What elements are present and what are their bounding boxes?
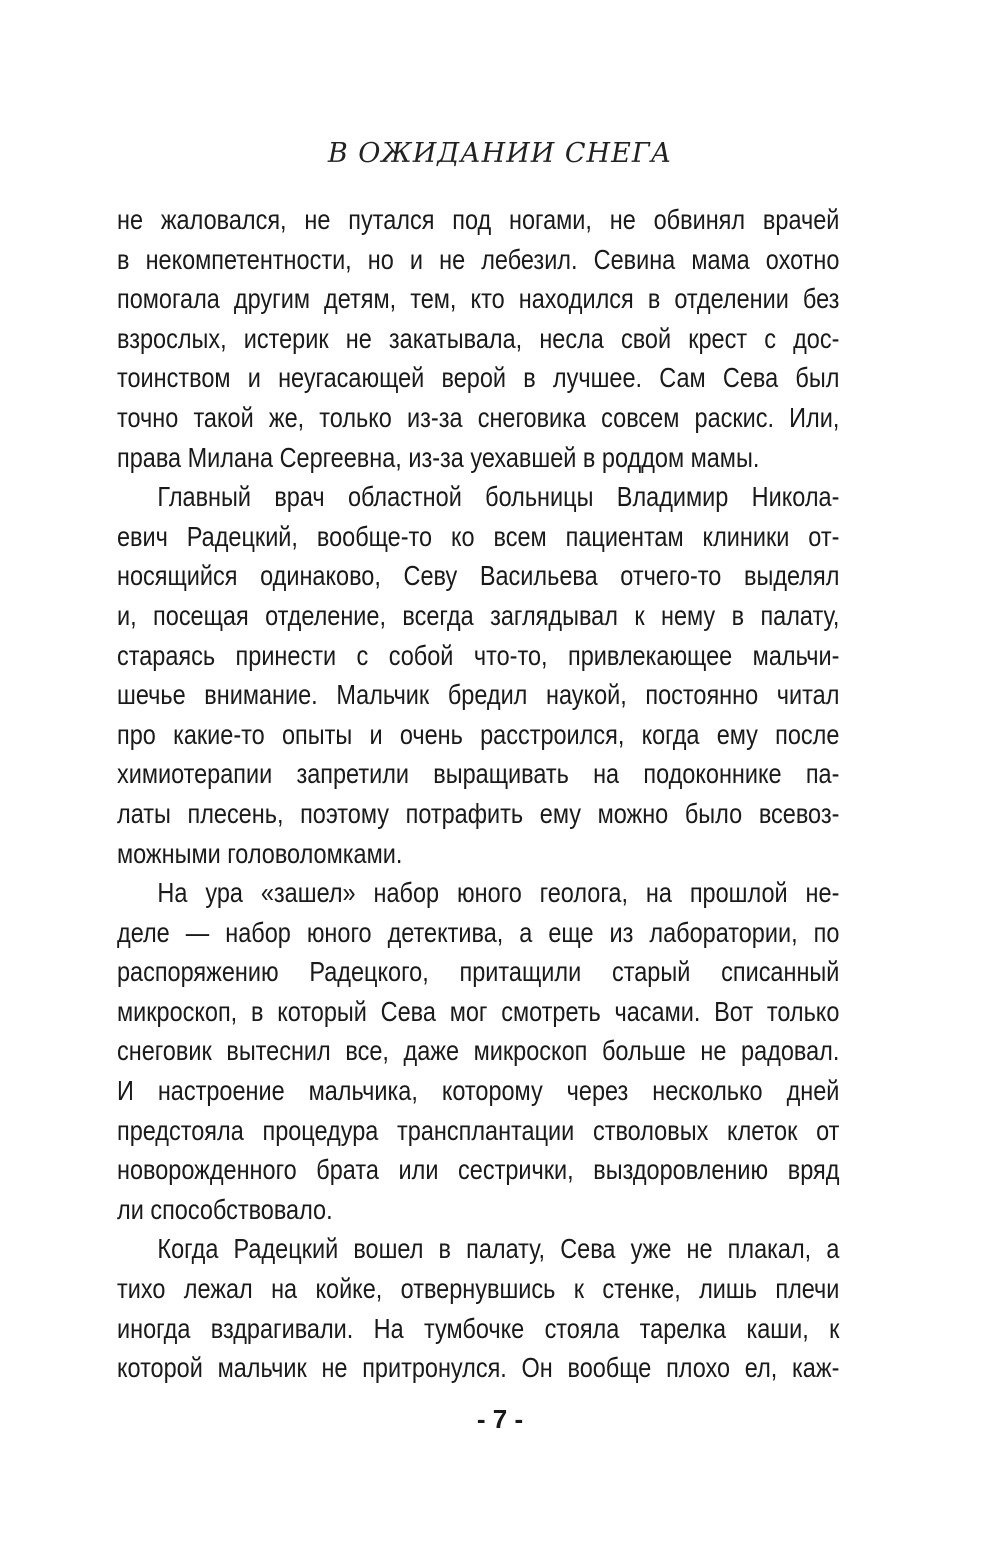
text-line: И настроение мальчика, которому через несколько дней [117, 1075, 840, 1107]
text-line: Когда Радецкий вошел в палату, Сева уже не плакал, а [157, 1233, 840, 1265]
text-line: стараясь принести с собой что-то, привлекающее мальчи- [117, 639, 840, 671]
text-line: распоряжению Радецкого, притащили старый списанный [117, 956, 840, 988]
text-line: не жаловался, не путался под ногами, не обвинял врачей [117, 204, 840, 235]
page-number: - 7 - [476, 1404, 524, 1434]
text-line: иногда вздрагивали. На тумбочке стояла тарелка каши, к [117, 1312, 840, 1344]
text-line: ли способствовало. [117, 1193, 333, 1225]
text-line: На ура «зашел» набор юного геолога, на прошлой не- [157, 877, 840, 909]
text-line: и, посещая отделение, всегда заглядывал к нему в палату, [117, 599, 840, 631]
text-line: шечье внимание. Мальчик бредил наукой, постоянно читал [117, 679, 840, 711]
text-line: помогала другим детям, тем, кто находился в отделении без [117, 283, 840, 315]
text-line: деле — набор юного детектива, а еще из лаборатории, по [117, 916, 840, 948]
text-line: взрослых, истерик не закатывала, несла свой крест с дос- [117, 322, 840, 354]
text-line: евич Радецкий, вообще-то ко всем пациентам клиники от- [117, 520, 840, 552]
text-line: права Милана Сергеевна, из-за уехавшей в роддом мамы. [117, 441, 760, 473]
text-line: химиотерапии запретили выращивать на подоконнике па- [117, 758, 840, 790]
text-line: можными головоломками. [117, 837, 403, 869]
text-line: микроскоп, в который Сева мог смотреть часами. Вот только [117, 995, 840, 1027]
text-line: тихо лежал на койке, отвернувшись к стенке, лишь плечи [117, 1273, 840, 1305]
text-line: которой мальчик не притронулся. Он вообще плохо ел, каж- [117, 1352, 840, 1384]
text-line: про какие-то опыты и очень расстроился, когда ему после [117, 718, 840, 750]
text-line: латы плесень, поэтому потрафить ему можно было всевоз- [117, 797, 840, 829]
text-line: Главный врач областной больницы Владимир Никола- [157, 481, 840, 513]
body-text [117, 200, 839, 1388]
running-head: В ОЖИДАНИИ СНЕГА [327, 138, 673, 169]
text-line: снеговик вытеснил все, даже микроскоп больше не радовал. [117, 1035, 840, 1067]
text-line: тоинством и неугасающей верой в лучшее. Сам Сева был [117, 362, 840, 394]
text-line: предстояла процедура трансплантации стволовых клеток от [117, 1114, 840, 1146]
text-line: носящийся одинаково, Севу Васильева отчего-то выделял [117, 560, 840, 592]
text-line: в некомпетентности, но и не лебезил. Севина мама охотно [117, 243, 840, 275]
text-line: точно такой же, только из-за снеговика совсем раскис. Или, [117, 401, 840, 433]
text-line: новорожденного брата или сестрички, выздоровлению вряд [117, 1154, 840, 1186]
